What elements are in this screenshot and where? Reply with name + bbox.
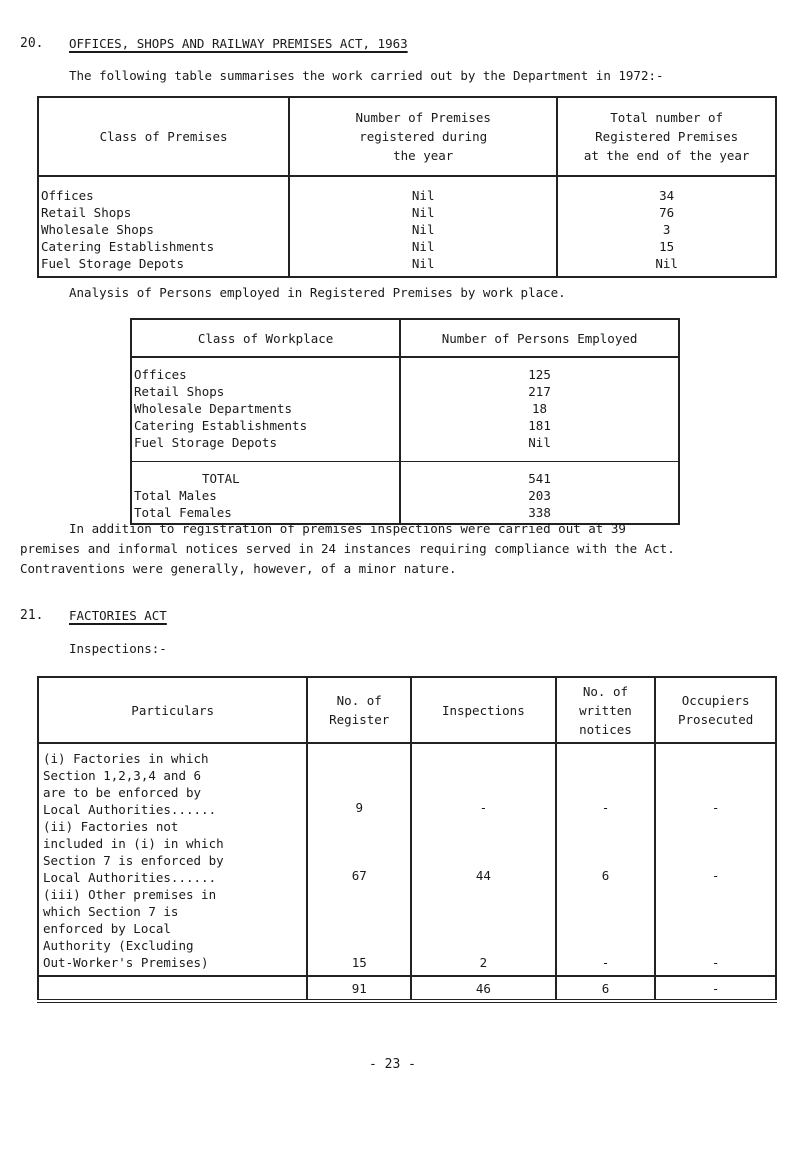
paragraph-line: In addition to registration of premises inspections were carried out at 39 — [69, 521, 626, 536]
workplace-header-class: Class of Workplace — [131, 319, 400, 357]
premises-table-header — [38, 97, 776, 176]
premises-row-registered: Nil — [411, 222, 435, 237]
factories-row-register: 67 — [307, 818, 411, 886]
factories-row — [38, 743, 776, 818]
premises-row-registered: Nil — [411, 205, 435, 220]
factories-row-notices: - — [556, 886, 656, 976]
factories-row-inspections: - — [411, 743, 556, 818]
factories-total-register: 91 — [307, 976, 411, 1001]
workplace-row-count: 217 — [528, 384, 551, 399]
factories-row — [38, 886, 776, 976]
premises-row-total: Nil — [655, 256, 678, 271]
factories-table — [37, 676, 777, 1003]
premises-row-registered: Nil — [411, 188, 435, 203]
workplace-row-class: Retail Shops — [134, 384, 225, 399]
page-number: - 23 - — [369, 1057, 416, 1072]
workplace-total-label: Total Males — [134, 488, 217, 503]
factories-row-prosecuted: - — [655, 743, 776, 818]
section-20-number: 20. — [20, 36, 44, 51]
factories-row-inspections: 44 — [411, 818, 556, 886]
workplace-class-column — [131, 357, 400, 462]
premises-class-column — [38, 176, 289, 277]
workplace-total-count: 338 — [528, 505, 551, 520]
workplace-table — [130, 318, 680, 525]
premises-row-class: Wholesale Shops — [41, 222, 154, 237]
workplace-total-count: 203 — [528, 488, 551, 503]
workplace-totals-labels — [131, 462, 400, 525]
factories-row-particulars: (iii) Other premises in which Section 7 is enforced by Local Authority (Excluding Out-Worker's Premises) — [38, 886, 307, 976]
workplace-row-count: 125 — [528, 367, 551, 382]
workplace-total-label: TOTAL — [202, 471, 240, 486]
factories-total-inspections: 46 — [411, 976, 556, 1001]
factories-row-register: 15 — [307, 886, 411, 976]
premises-row-class: Fuel Storage Depots — [41, 256, 184, 271]
workplace-row-class: Wholesale Departments — [134, 401, 293, 416]
workplace-header-count: Number of Persons Employed — [400, 319, 679, 357]
workplace-count-column — [400, 357, 679, 462]
workplace-row-class: Fuel Storage Depots — [134, 435, 277, 450]
workplace-row-count: Nil — [528, 435, 551, 450]
workplace-totals-counts — [400, 462, 679, 525]
paragraph-line: premises and informal notices served in 24 instances requiring compliance with the Act. — [20, 541, 675, 556]
factories-row-notices: - — [556, 743, 656, 818]
premises-row-class: Retail Shops — [41, 205, 132, 220]
factories-row-prosecuted: - — [655, 818, 776, 886]
premises-row-registered: Nil — [411, 239, 435, 254]
premises-row-class: Offices — [41, 188, 94, 203]
workplace-row-count: 181 — [528, 418, 551, 433]
premises-table-body — [38, 176, 776, 277]
factories-header-particulars: Particulars — [38, 677, 307, 743]
premises-row-total: 76 — [659, 205, 675, 220]
premises-table — [37, 96, 777, 278]
workplace-row-class: Offices — [134, 367, 187, 382]
factories-table-header — [38, 677, 776, 743]
workplace-total-label: Total Females — [134, 505, 232, 520]
factories-row-notices: 6 — [556, 818, 656, 886]
premises-row-total: 15 — [659, 239, 675, 254]
factories-totals-row — [38, 976, 776, 1001]
section-21-title: FACTORIES ACT — [69, 608, 167, 623]
premises-registered-column — [289, 176, 557, 277]
paragraph-line: Contraventions were generally, however, of a minor nature. — [20, 561, 457, 576]
factories-row-register: 9 — [307, 743, 411, 818]
premises-header-total: Total number of Registered Premises at the end of the year — [557, 97, 776, 176]
factories-totals-blank — [38, 976, 307, 1001]
factories-header-inspections: Inspections — [411, 677, 556, 743]
workplace-totals — [131, 462, 679, 525]
workplace-row-count: 18 — [532, 401, 548, 416]
premises-header-registered: Number of Premises registered during the year — [289, 97, 557, 176]
workplace-total-count: 541 — [528, 471, 551, 486]
premises-row-class: Catering Establishments — [41, 239, 215, 254]
section-20-intro: The following table summarises the work carried out by the Department in 1972:- — [69, 68, 664, 83]
factories-header-notices: No. of written notices — [556, 677, 656, 743]
workplace-row-class: Catering Establishments — [134, 418, 308, 433]
premises-row-registered: Nil — [411, 256, 435, 271]
factories-total-prosecuted: - — [655, 976, 776, 1001]
premises-total-column — [557, 176, 776, 277]
factories-header-prosecuted: Occupiers Prosecuted — [655, 677, 776, 743]
premises-row-total: 34 — [659, 188, 675, 203]
premises-header-class: Class of Premises — [38, 97, 289, 176]
analysis-caption: Analysis of Persons employed in Registered Premises by work place. — [69, 285, 566, 300]
factories-row — [38, 818, 776, 886]
factories-header-register: No. of Register — [307, 677, 411, 743]
premises-row-total: 3 — [662, 222, 671, 237]
workplace-table-body — [131, 357, 679, 462]
factories-row-particulars: (i) Factories in which Section 1,2,3,4 and 6 are to be enforced by Local Authorities...... — [38, 743, 307, 818]
factories-row-particulars: (ii) Factories not included in (i) in which Section 7 is enforced by Local Authorities...... — [38, 818, 307, 886]
section-21-number: 21. — [20, 608, 44, 623]
section-20-title: OFFICES, SHOPS AND RAILWAY PREMISES ACT, 1963 — [69, 36, 408, 51]
factories-total-notices: 6 — [556, 976, 656, 1001]
factories-row-inspections: 2 — [411, 886, 556, 976]
section-21-subtitle: Inspections:- — [69, 641, 167, 656]
factories-row-prosecuted: - — [655, 886, 776, 976]
workplace-table-header — [131, 319, 679, 357]
